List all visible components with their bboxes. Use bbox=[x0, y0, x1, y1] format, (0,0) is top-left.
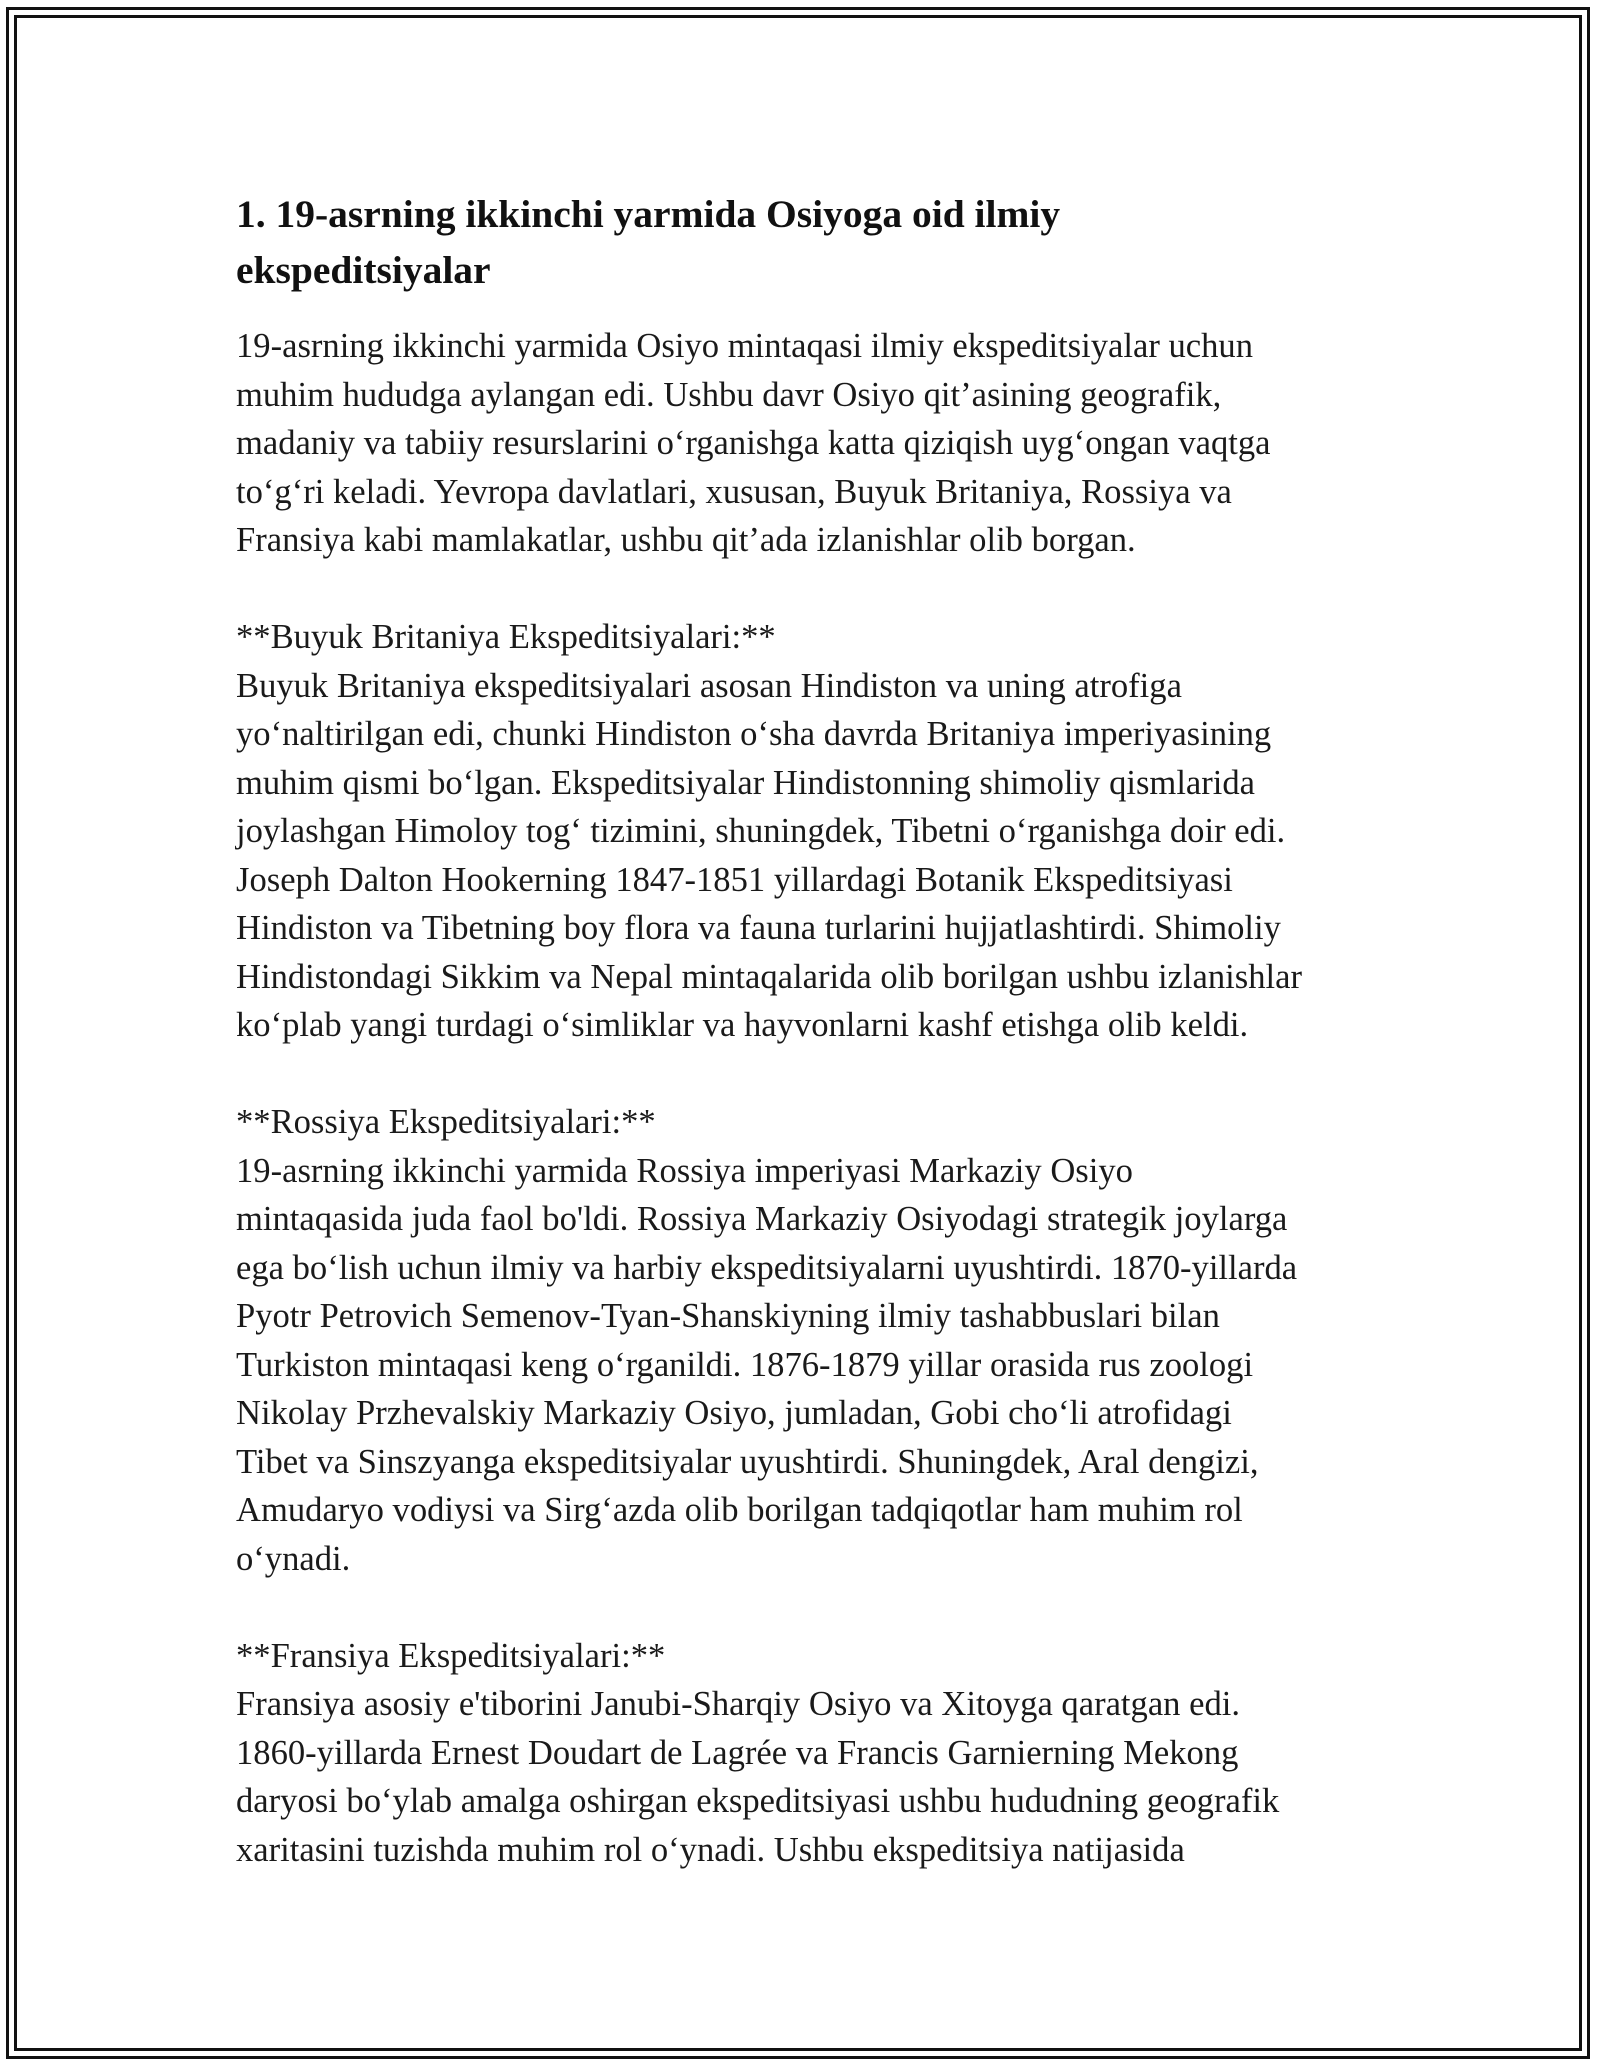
section-heading: **Fransiya Ekspeditsiyalari:** bbox=[236, 1636, 666, 1675]
text-line: joylashgan Himoloy tog‘ tizimini, shuningdek, Tibetni o‘rganishga doir edi. bbox=[236, 812, 1286, 850]
text-line: Fransiya asosiy e'tiborini Janubi-Sharqiy Osiyo va Xitoyga qaratgan edi. bbox=[236, 1685, 1240, 1723]
text-line: muhim qismi bo‘lgan. Ekspeditsiyalar Hindistonning shimoliy qismlarida bbox=[236, 763, 1256, 802]
section-heading: **Rossiya Ekspeditsiyalari:** bbox=[236, 1103, 656, 1141]
title-line: ekspeditsiyalar bbox=[236, 248, 491, 292]
document-title bbox=[236, 186, 1396, 298]
text-line: to‘g‘ri keladi. Yevropa davlatlari, xususan, Buyuk Britaniya, Rossiya va bbox=[236, 472, 1232, 511]
text-line: Hindiston va Tibetning boy flora va fauna turlarini hujjatlashtirdi. Shimoliy bbox=[236, 909, 1281, 947]
text-line: Tibet va Sinszyanga ekspeditsiyalar uyushtirdi. Shuningdek, Aral dengizi, bbox=[236, 1442, 1259, 1481]
text-line: 1860-yillarda Ernest Doudart de Lagrée va Francis Garnierning Mekong bbox=[236, 1733, 1239, 1772]
text-line: Nikolay Przhevalskiy Markaziy Osiyo, jumladan, Gobi cho‘li atrofidagi bbox=[236, 1394, 1232, 1432]
text-line: Pyotr Petrovich Semenov-Tyan-Shanskiyning ilmiy tashabbuslari bilan bbox=[236, 1297, 1220, 1335]
text-line: Fransiya kabi mamlakatlar, ushbu qit’ada izlanishlar olib borgan. bbox=[236, 521, 1136, 559]
text-line: madaniy va tabiiy resurslarini o‘rganishga katta qiziqish uyg‘ongan vaqtga bbox=[236, 424, 1271, 462]
text-line: xaritasini tuzishda muhim rol o‘ynadi. Ushbu ekspeditsiya natijasida bbox=[236, 1830, 1185, 1869]
text-line: Joseph Dalton Hookerning 1847-1851 yillardagi Botanik Ekspeditsiyasi bbox=[236, 860, 1233, 899]
paragraph-britain bbox=[236, 613, 1396, 1050]
text-line: Turkiston mintaqasi keng o‘rganildi. 1876-1879 yillar orasida rus zoologi bbox=[236, 1345, 1254, 1384]
paragraph-france bbox=[236, 1632, 1396, 1875]
text-line: Amudaryo vodiysi va Sirg‘azda olib borilgan tadqiqotlar ham muhim rol bbox=[236, 1491, 1243, 1529]
paragraph-intro bbox=[236, 322, 1396, 565]
text-line: o‘ynadi. bbox=[236, 1539, 351, 1578]
paragraph-russia bbox=[236, 1098, 1396, 1583]
text-line: 19-asrning ikkinchi yarmida Osiyo mintaqasi ilmiy ekspeditsiyalar uchun bbox=[236, 327, 1253, 365]
text-line: 19-asrning ikkinchi yarmida Rossiya imperiyasi Markaziy Osiyo bbox=[236, 1151, 1133, 1190]
text-line: ko‘plab yangi turdagi o‘simliklar va hayvonlarni kashf etishga olib keldi. bbox=[236, 1006, 1249, 1044]
document-body bbox=[236, 322, 1396, 1874]
document-content bbox=[236, 186, 1396, 1874]
text-line: Buyuk Britaniya ekspeditsiyalari asosan Hindiston va uning atrofiga bbox=[236, 666, 1182, 705]
text-line: daryosi bo‘ylab amalga oshirgan ekspeditsiyasi ushbu hududning geografik bbox=[236, 1782, 1280, 1820]
text-line: muhim hududga aylangan edi. Ushbu davr Osiyo qit’asining geografik, bbox=[236, 375, 1222, 414]
text-line: Hindistondagi Sikkim va Nepal mintaqalarida olib borilgan ushbu izlanishlar bbox=[236, 957, 1302, 996]
title-line: 1. 19-asrning ikkinchi yarmida Osiyoga oid ilmiy bbox=[236, 192, 1061, 236]
text-line: mintaqasida juda faol bo'ldi. Rossiya Markaziy Osiyodagi strategik joylarga bbox=[236, 1200, 1288, 1238]
section-heading: **Buyuk Britaniya Ekspeditsiyalari:** bbox=[236, 618, 776, 656]
text-line: yo‘naltirilgan edi, chunki Hindiston o‘sha davrda Britaniya imperiyasining bbox=[236, 715, 1272, 753]
text-line: ega bo‘lish uchun ilmiy va harbiy ekspeditsiyalarni uyushtirdi. 1870-yillarda bbox=[236, 1248, 1298, 1287]
